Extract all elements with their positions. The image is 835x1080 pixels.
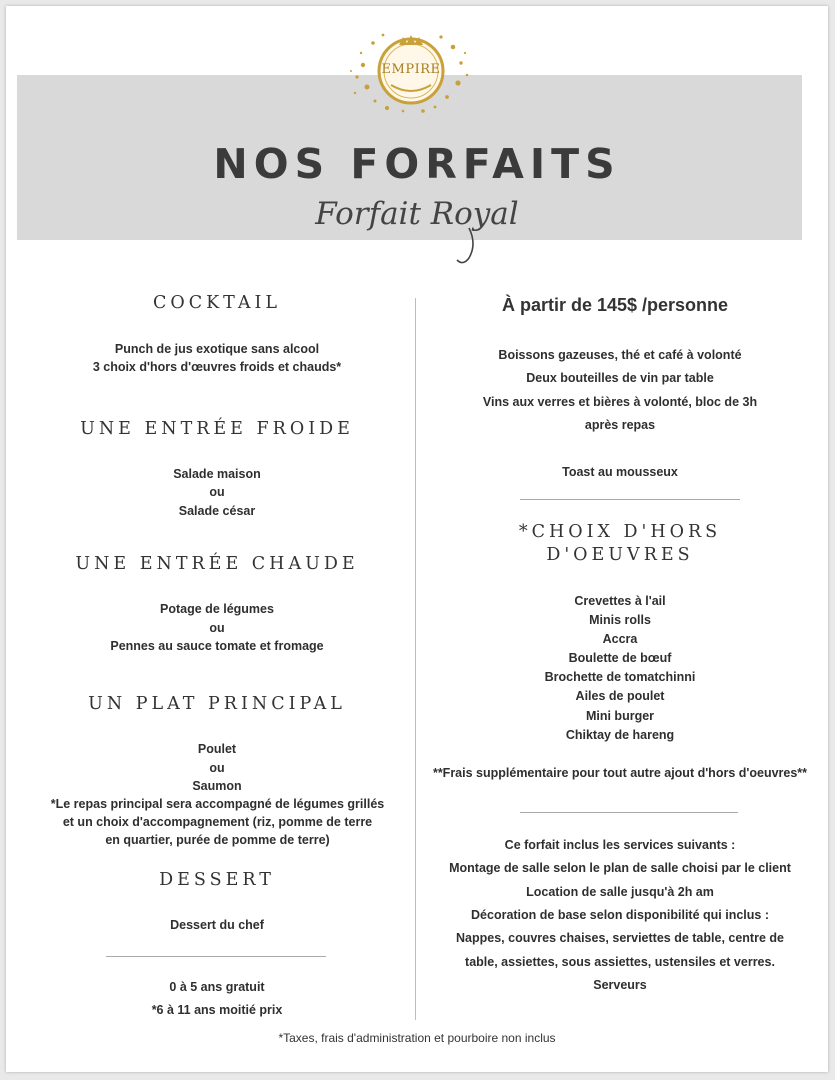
plat-principal-heading: UN PLAT PRINCIPAL: [88, 694, 346, 714]
left-rule: [106, 956, 326, 957]
dessert-heading: DESSERT: [159, 870, 275, 890]
hors-item: Crevettes à l'ail: [574, 594, 666, 608]
menu-line: Potage de légumes: [160, 602, 274, 616]
hors-item: Mini burger: [585, 709, 655, 723]
menu-note: en quartier, purée de pomme de terre): [105, 833, 330, 847]
cocktail-heading: COCKTAIL: [152, 293, 282, 313]
menu-line: ou: [209, 761, 225, 775]
service-line: Serveurs: [593, 978, 647, 992]
menu-line: Pennes au sauce tomate et fromage: [110, 639, 324, 653]
menu-line: ou: [209, 485, 225, 499]
service-line: Nappes, couvres chaises, serviettes de table, centre de: [456, 931, 784, 945]
menu-line: Saumon: [192, 779, 242, 793]
logo-text: EMPIRE: [381, 62, 441, 77]
page-title: NOS FORFAITS: [213, 140, 621, 188]
hors-item: Chiktay de hareng: [565, 728, 675, 742]
menu-line: Punch de jus exotique sans alcool: [114, 342, 320, 356]
drinks-line: après repas: [584, 418, 656, 432]
service-line: Location de salle jusqu'à 2h am: [526, 885, 714, 899]
hors-item: Brochette de tomatchinni: [544, 670, 696, 684]
column-divider: [415, 298, 416, 1020]
footer-disclaimer: *Taxes, frais d'administration et pourboire non inclus: [278, 1031, 556, 1045]
service-line: table, assiettes, sous assiettes, ustensiles et verres.: [465, 955, 775, 969]
children-pricing: *6 à 11 ans moitié prix: [151, 1003, 283, 1017]
hors-item: Ailes de poulet: [575, 689, 665, 703]
entree-froide-heading: UNE ENTRÉE FROIDE: [80, 419, 354, 439]
service-line: Décoration de base selon disponibilité qui inclus :: [471, 908, 769, 922]
right-rule: [520, 812, 738, 813]
menu-note: et un choix d'accompagnement (riz, pomme de terre: [62, 815, 373, 829]
menu-line: 3 choix d'hors d'œuvres froids et chauds*: [92, 360, 342, 374]
menu-note: *Le repas principal sera accompagné de légumes grillés: [50, 797, 385, 811]
menu-line: Salade maison: [173, 467, 261, 481]
toast-line: Toast au mousseux: [562, 465, 678, 479]
hors-doeuvres-heading: *CHOIX D'HORS: [518, 522, 722, 542]
hors-item: Boulette de bœuf: [568, 651, 672, 665]
price-per-person: À partir de 145$ /personne: [501, 295, 729, 315]
swash-ornament: [455, 226, 485, 266]
entree-chaude-heading: UNE ENTRÉE CHAUDE: [75, 554, 359, 574]
hors-note: **Frais supplémentaire pour tout autre ajout d'hors d'oeuvres**: [432, 766, 808, 780]
children-pricing: 0 à 5 ans gratuit: [169, 980, 265, 994]
menu-line: Poulet: [197, 742, 237, 756]
menu-line: ou: [209, 621, 225, 635]
hors-item: Accra: [602, 632, 638, 646]
drinks-line: Vins aux verres et bières à volonté, bloc de 3h: [482, 395, 758, 409]
right-rule: [520, 499, 740, 500]
service-line: Montage de salle selon le plan de salle choisi par le client: [449, 861, 791, 875]
menu-line: Salade césar: [178, 504, 256, 518]
service-line: Ce forfait inclus les services suivants :: [504, 838, 736, 852]
drinks-line: Deux bouteilles de vin par table: [526, 371, 714, 385]
hors-doeuvres-heading: D'OEUVRES: [546, 545, 694, 565]
drinks-line: Boissons gazeuses, thé et café à volonté: [498, 348, 742, 362]
menu-line: Dessert du chef: [170, 918, 264, 932]
package-name: Forfait Royal: [315, 196, 519, 232]
hors-item: Minis rolls: [589, 613, 651, 627]
